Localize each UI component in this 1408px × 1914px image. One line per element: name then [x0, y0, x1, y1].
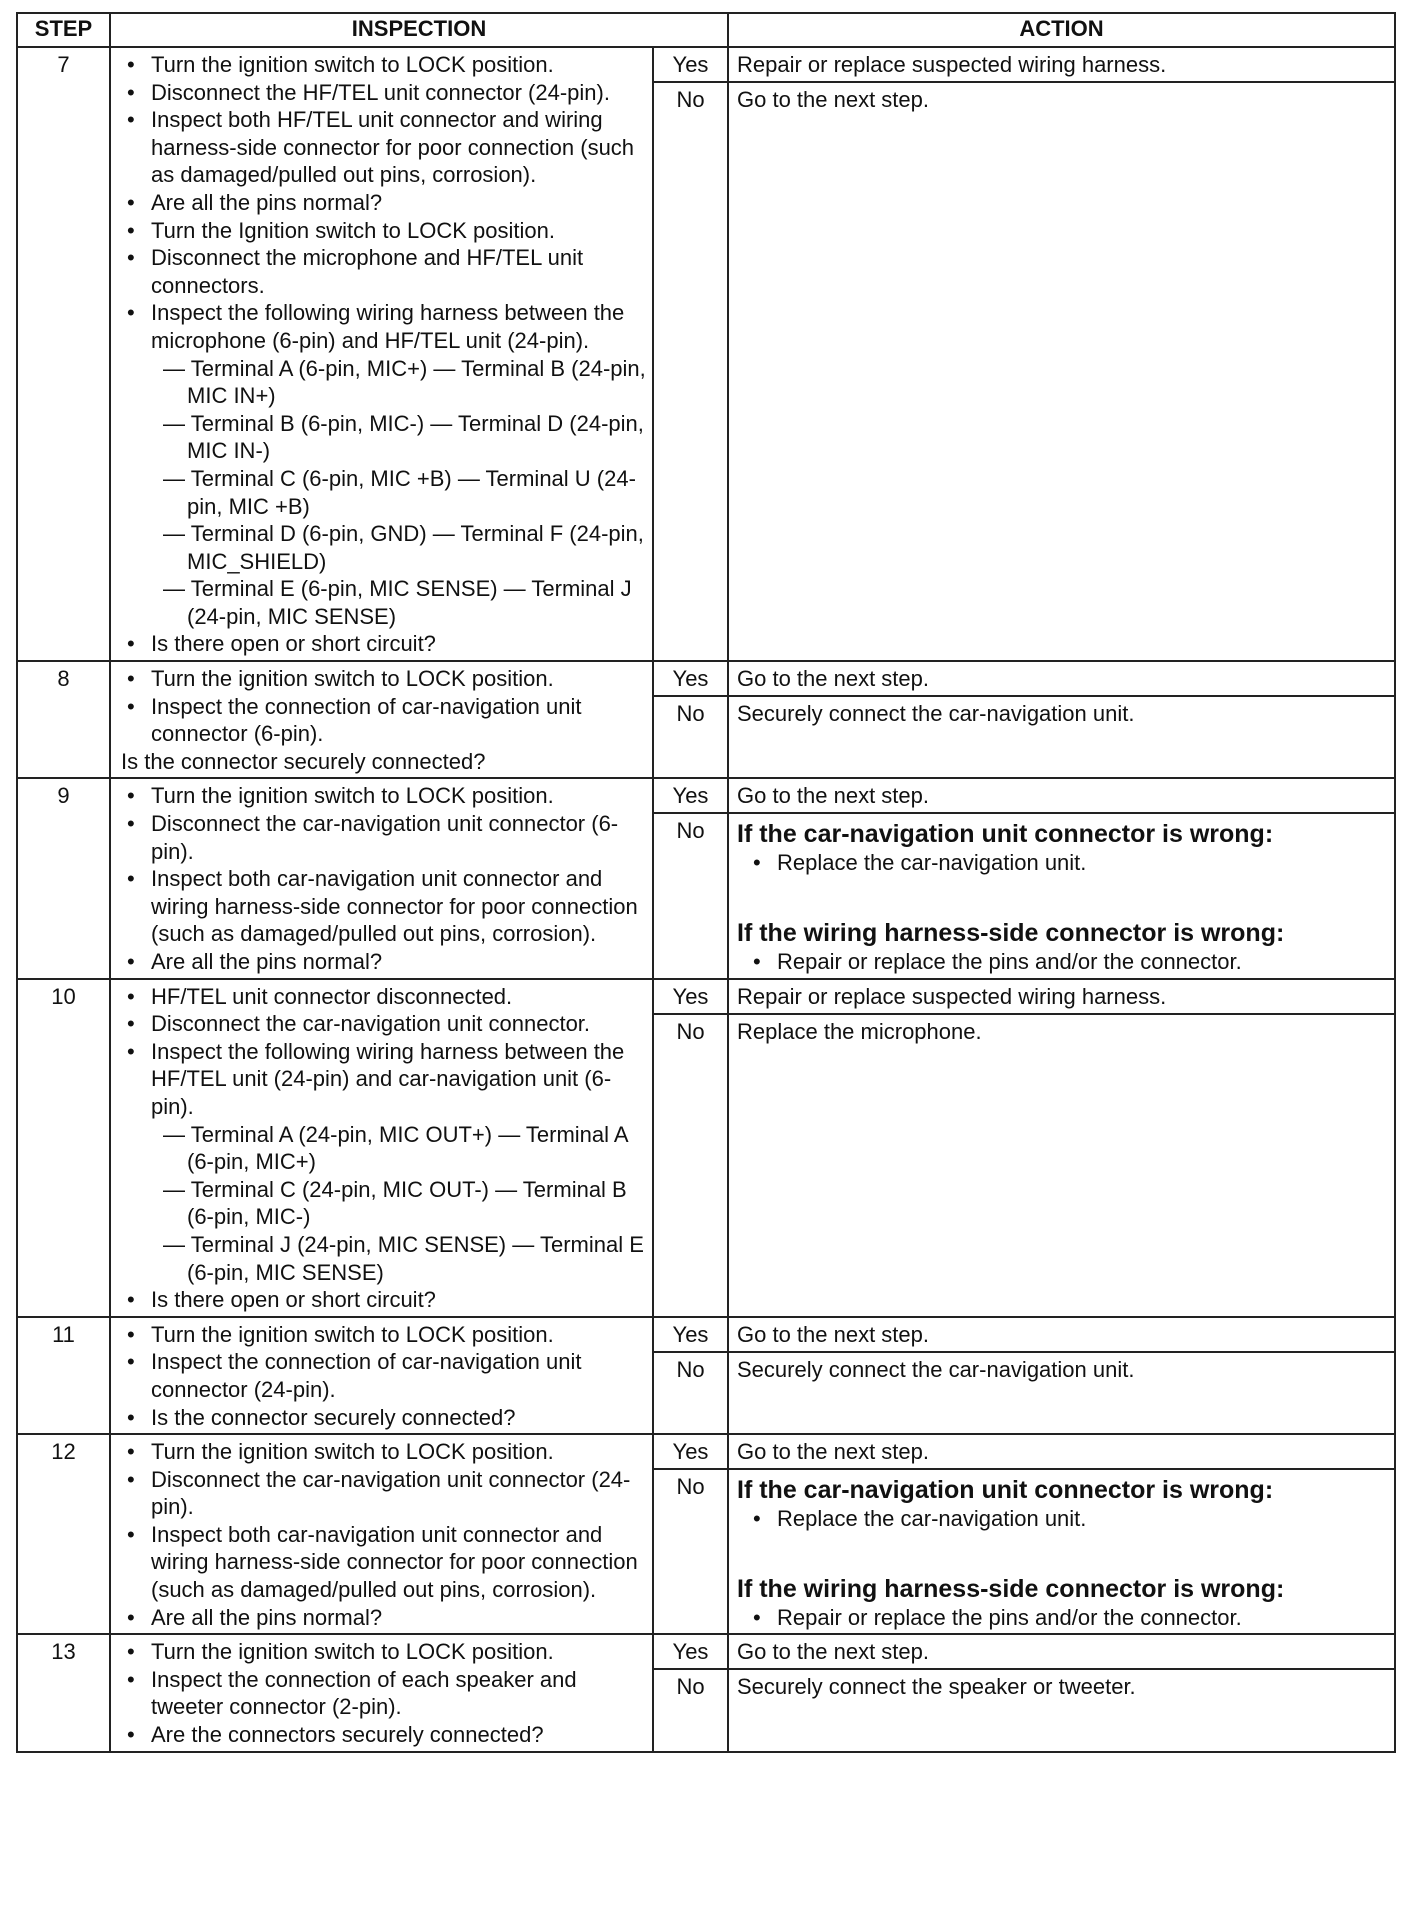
- step-row: [17, 47, 1395, 82]
- step-number: 11: [17, 1317, 110, 1434]
- inspection-item: • Inspect the following wiring harness between the microphone (6-pin) and HF/TEL unit (24-pin).: [117, 299, 646, 354]
- inspection-item: • Inspect the following wiring harness between the HF/TEL unit (24-pin) and car-navigation unit (6-pin).: [117, 1038, 646, 1121]
- inspection-item: • Disconnect the HF/TEL unit connector (24-pin).: [117, 79, 646, 107]
- step-number: 9: [17, 778, 110, 978]
- no-label: No: [653, 696, 728, 778]
- yes-action: Go to the next step.: [728, 1434, 1395, 1469]
- yes-action: Repair or replace suspected wiring harness.: [728, 47, 1395, 82]
- inspection-item: • Are the connectors securely connected?: [117, 1721, 646, 1749]
- terminal-pair: — Terminal E (6-pin, MIC SENSE) — Terminal J (24-pin, MIC SENSE): [163, 576, 632, 629]
- inspection-item: • Turn the ignition switch to LOCK position.: [117, 51, 646, 79]
- condition-heading: If the wiring harness-side connector is wrong:: [737, 919, 1285, 948]
- yes-action: Go to the next step.: [728, 1317, 1395, 1352]
- inspection-item: • Disconnect the car-navigation unit connector (24-pin).: [117, 1466, 646, 1521]
- inspection-cell: [110, 778, 653, 978]
- no-action: [728, 813, 1395, 978]
- header-action: ACTION: [728, 13, 1395, 47]
- yes-label: Yes: [653, 1317, 728, 1352]
- step-number: 13: [17, 1634, 110, 1751]
- yes-label: Yes: [653, 979, 728, 1014]
- header-step: STEP: [17, 13, 110, 47]
- step-row: [17, 1434, 1395, 1469]
- terminal-pair: — Terminal A (24-pin, MIC OUT+) — Terminal A (6-pin, MIC+): [163, 1121, 628, 1175]
- inspection-item: • Inspect the connection of each speaker and tweeter connector (2-pin).: [117, 1666, 646, 1721]
- step-row: [17, 979, 1395, 1014]
- yes-label: Yes: [653, 47, 728, 82]
- yes-label: Yes: [653, 1634, 728, 1669]
- terminal-pair: — Terminal J (24-pin, MIC SENSE) — Terminal E (6-pin, MIC SENSE): [163, 1231, 644, 1285]
- step-number: 7: [17, 47, 110, 661]
- inspection-item: • Is the connector securely connected?: [117, 1404, 646, 1432]
- no-label: No: [653, 82, 728, 661]
- yes-label: Yes: [653, 1434, 728, 1469]
- inspection-item: • Inspect the connection of car-navigation unit connector (24-pin).: [117, 1348, 646, 1403]
- condition-action: • Replace the car-navigation unit.: [737, 1505, 1386, 1532]
- terminal-pair: — Terminal C (24-pin, MIC OUT-) — Terminal B (6-pin, MIC-): [163, 1176, 627, 1230]
- yes-action: Go to the next step.: [728, 661, 1395, 696]
- yes-action: Repair or replace suspected wiring harness.: [728, 979, 1395, 1014]
- inspection-item: • Disconnect the microphone and HF/TEL unit connectors.: [117, 244, 646, 299]
- inspection-item: • Inspect both HF/TEL unit connector and wiring harness-side connector for poor connection (such as damaged/pulled out pins, corrosion).: [117, 106, 646, 189]
- inspection-item: • Are all the pins normal?: [117, 948, 646, 976]
- inspection-cell: [110, 979, 653, 1317]
- step-row: [17, 661, 1395, 696]
- inspection-item: • Turn the Ignition switch to LOCK position.: [117, 217, 646, 245]
- step-row: [17, 1634, 1395, 1669]
- inspection-item: • Disconnect the car-navigation unit connector (6-pin).: [117, 810, 646, 865]
- inspection-cell: [110, 1317, 653, 1434]
- inspection-item: • Turn the ignition switch to LOCK position.: [117, 1438, 646, 1466]
- terminal-pair: — Terminal C (6-pin, MIC +B) — Terminal U (24-pin, MIC +B): [163, 465, 636, 519]
- inspection-item: • Inspect both car-navigation unit connector and wiring harness-side connector for poor connection (such as damaged/pulled out pins, corrosion).: [117, 865, 646, 948]
- no-action: [728, 1469, 1395, 1634]
- no-action: Securely connect the car-navigation unit.: [728, 1352, 1395, 1434]
- inspection-item: • Inspect the connection of car-navigation unit connector (6-pin).: [117, 693, 646, 748]
- no-action: Replace the microphone.: [728, 1014, 1395, 1317]
- yes-label: Yes: [653, 778, 728, 813]
- inspection-question: Is the connector securely connected?: [121, 748, 486, 774]
- inspection-cell: [110, 47, 653, 661]
- troubleshooting-table: [16, 12, 1396, 1753]
- yes-label: Yes: [653, 661, 728, 696]
- inspection-item: • Turn the ignition switch to LOCK position.: [117, 782, 646, 810]
- yes-action: Go to the next step.: [728, 1634, 1395, 1669]
- inspection-item: • Turn the ignition switch to LOCK position.: [117, 665, 646, 693]
- no-label: No: [653, 813, 728, 978]
- header-row: [17, 13, 1395, 47]
- no-label: No: [653, 1014, 728, 1317]
- no-label: No: [653, 1669, 728, 1751]
- terminal-pair: — Terminal A (6-pin, MIC+) — Terminal B (24-pin, MIC IN+): [163, 355, 646, 409]
- no-action: Securely connect the speaker or tweeter.: [728, 1669, 1395, 1751]
- inspection-cell: [110, 1634, 653, 1751]
- step-number: 12: [17, 1434, 110, 1634]
- condition-action: • Replace the car-navigation unit.: [737, 849, 1386, 876]
- condition-heading: If the car-navigation unit connector is wrong:: [737, 1476, 1274, 1505]
- inspection-item: • Turn the ignition switch to LOCK position.: [117, 1321, 646, 1349]
- inspection-item: • Inspect both car-navigation unit connector and wiring harness-side connector for poor connection (such as damaged/pulled out pins, corrosion).: [117, 1521, 646, 1604]
- inspection-cell: [110, 661, 653, 778]
- no-action: Go to the next step.: [728, 82, 1395, 661]
- header-inspection: INSPECTION: [110, 13, 728, 47]
- no-label: No: [653, 1469, 728, 1634]
- terminal-pair: — Terminal D (6-pin, GND) — Terminal F (24-pin, MIC_SHIELD): [163, 521, 644, 574]
- troubleshooting-document: [16, 12, 1394, 1753]
- inspection-item: • Turn the ignition switch to LOCK position.: [117, 1638, 646, 1666]
- terminal-pair: — Terminal B (6-pin, MIC-) — Terminal D (24-pin, MIC IN-): [163, 410, 644, 464]
- no-label: No: [653, 1352, 728, 1434]
- yes-action: Go to the next step.: [728, 778, 1395, 813]
- inspection-item: • Disconnect the car-navigation unit connector.: [117, 1010, 646, 1038]
- no-action: Securely connect the car-navigation unit.: [728, 696, 1395, 778]
- step-row: [17, 1317, 1395, 1352]
- inspection-item: • Are all the pins normal?: [117, 189, 646, 217]
- step-row: [17, 778, 1395, 813]
- inspection-question: • Is there open or short circuit?: [117, 630, 646, 658]
- inspection-question: • Is there open or short circuit?: [117, 1286, 646, 1314]
- step-number: 8: [17, 661, 110, 778]
- condition-action: • Repair or replace the pins and/or the connector.: [737, 1604, 1386, 1631]
- step-number: 10: [17, 979, 110, 1317]
- condition-heading: If the car-navigation unit connector is wrong:: [737, 820, 1274, 849]
- inspection-cell: [110, 1434, 653, 1634]
- inspection-item: • Are all the pins normal?: [117, 1604, 646, 1632]
- condition-heading: If the wiring harness-side connector is wrong:: [737, 1575, 1285, 1604]
- inspection-item: • HF/TEL unit connector disconnected.: [117, 983, 646, 1011]
- condition-action: • Repair or replace the pins and/or the connector.: [737, 948, 1386, 975]
